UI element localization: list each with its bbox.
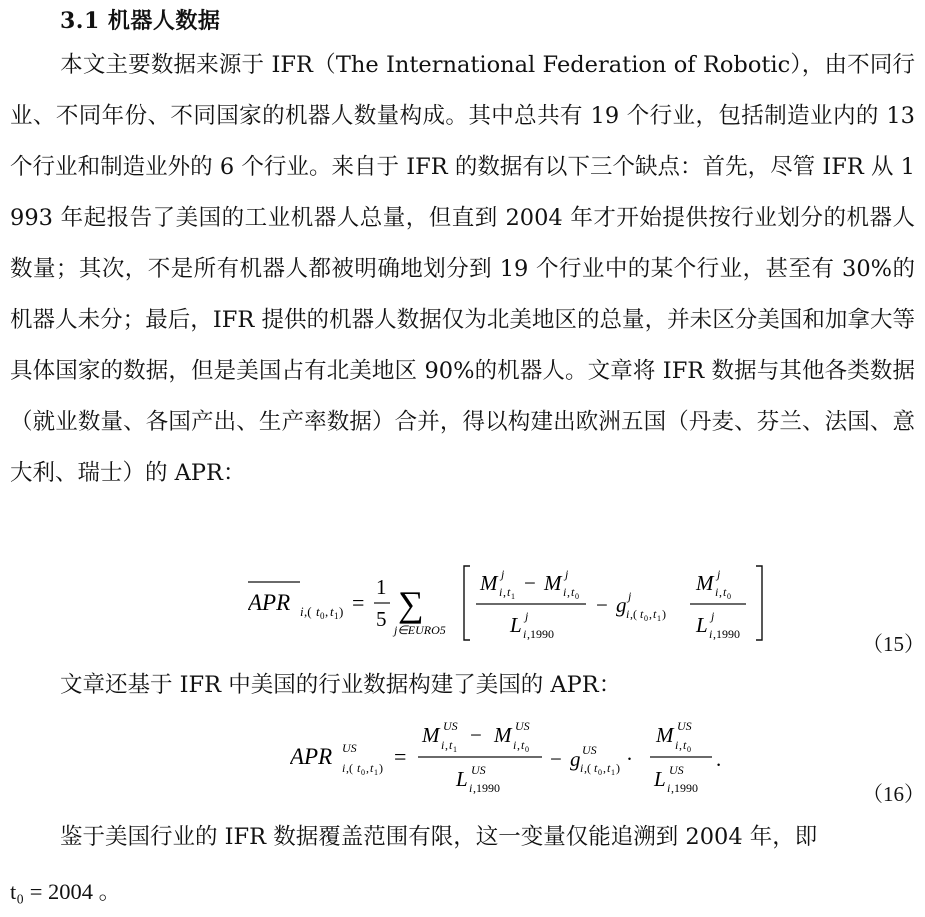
svg-text:j: j <box>565 567 569 581</box>
final-math-line: t₀ = 2004 。 <box>10 879 122 904</box>
svg-text:,1990: ,1990 <box>527 627 554 641</box>
svg-text:t: t <box>330 604 334 619</box>
svg-text:M: M <box>656 723 674 747</box>
svg-text:): ) <box>339 604 344 619</box>
svg-text:t: t <box>370 761 374 775</box>
svg-text:g: g <box>616 593 627 617</box>
svg-text:,: , <box>445 738 448 752</box>
svg-text:0: 0 <box>525 745 529 754</box>
equation-15-number: （15） <box>862 632 925 656</box>
svg-text:i: i <box>523 627 527 641</box>
svg-text:−: − <box>470 723 482 747</box>
svg-text:APR: APR <box>248 590 291 615</box>
svg-text:t: t <box>571 585 575 599</box>
svg-text:0: 0 <box>320 611 325 621</box>
svg-text:): ) <box>662 607 666 621</box>
svg-text:j: j <box>711 609 715 623</box>
svg-text:,: , <box>719 585 722 599</box>
svg-text:0: 0 <box>644 614 648 623</box>
svg-text:,(: ,( <box>584 761 591 775</box>
paragraph-coverage: 鉴于美国行业的 IFR 数据覆盖范围有限，这一变量仅能追溯到 2004 年，即 <box>60 824 818 850</box>
svg-text:=: = <box>352 590 365 615</box>
svg-text:1: 1 <box>374 768 378 777</box>
svg-text:i: i <box>300 604 304 619</box>
svg-text:i: i <box>499 585 503 599</box>
svg-text:,: , <box>679 738 682 752</box>
svg-text:,1990: ,1990 <box>473 781 500 795</box>
svg-text:−: − <box>596 593 608 617</box>
svg-text:1: 1 <box>334 611 339 621</box>
svg-text:L: L <box>510 613 522 637</box>
svg-text:∑: ∑ <box>398 584 424 624</box>
svg-text:L: L <box>456 767 468 791</box>
svg-text:1: 1 <box>611 768 615 777</box>
svg-text:US: US <box>582 743 597 757</box>
svg-text:,: , <box>517 738 520 752</box>
paragraph-us-apr: 文章还基于 IFR 中美国的行业数据构建了美国的 APR： <box>60 672 622 698</box>
svg-text:t: t <box>521 738 525 752</box>
svg-text:j: j <box>525 609 529 623</box>
svg-text:M: M <box>494 723 512 747</box>
svg-text:i: i <box>342 761 346 775</box>
svg-text:i: i <box>709 627 713 641</box>
svg-text:i: i <box>675 738 679 752</box>
svg-text:M: M <box>544 571 562 595</box>
svg-text:t: t <box>723 585 727 599</box>
svg-text:,(: ,( <box>346 761 353 775</box>
svg-text:,(: ,( <box>304 604 312 619</box>
equation-15-graphic <box>248 560 778 650</box>
svg-text:t: t <box>507 585 511 599</box>
svg-text:US: US <box>443 719 458 733</box>
svg-text:1: 1 <box>453 745 457 754</box>
svg-text:g: g <box>570 747 581 771</box>
svg-text:,: , <box>649 607 652 621</box>
svg-text:0: 0 <box>727 592 731 601</box>
svg-text:i: i <box>715 585 719 599</box>
svg-text:): ) <box>379 761 383 775</box>
svg-text:t: t <box>640 607 644 621</box>
svg-text:,: , <box>325 604 329 619</box>
svg-text:i: i <box>563 585 567 599</box>
svg-text:−: − <box>524 571 536 595</box>
svg-text:0: 0 <box>598 768 602 777</box>
svg-text:0: 0 <box>575 592 579 601</box>
svg-text:,: , <box>567 585 570 599</box>
svg-text:,1990: ,1990 <box>671 781 698 795</box>
svg-text:t: t <box>316 604 320 619</box>
svg-text:APR: APR <box>290 744 333 769</box>
svg-text:i: i <box>667 781 671 795</box>
svg-text:i: i <box>580 761 584 775</box>
svg-text:,1990: ,1990 <box>713 627 740 641</box>
svg-text:5: 5 <box>376 607 387 631</box>
equation-15 <box>248 560 778 650</box>
svg-text:i: i <box>441 738 445 752</box>
svg-text:0: 0 <box>687 745 691 754</box>
svg-text:t: t <box>653 607 657 621</box>
svg-text:M: M <box>480 571 498 595</box>
svg-text:j∈EURO5: j∈EURO5 <box>394 623 446 637</box>
svg-text:,: , <box>366 761 369 775</box>
svg-text:L: L <box>696 613 708 637</box>
svg-text:): ) <box>616 761 620 775</box>
equation-16-graphic <box>290 712 730 802</box>
svg-text:j: j <box>501 567 505 581</box>
svg-text:L: L <box>654 767 666 791</box>
svg-text:i: i <box>513 738 517 752</box>
svg-text:t: t <box>594 761 598 775</box>
paragraph-data-source <box>10 40 915 499</box>
svg-text:t: t <box>357 761 361 775</box>
svg-text:j: j <box>717 567 721 581</box>
section-heading: 3.1 机器人数据 <box>60 8 221 34</box>
svg-text:,(: ,( <box>630 607 637 621</box>
svg-text:t: t <box>449 738 453 752</box>
svg-text:−: − <box>550 747 562 771</box>
svg-text:j: j <box>628 589 632 603</box>
equation-16-number: （16） <box>862 782 925 806</box>
svg-text:US: US <box>471 763 486 777</box>
svg-text:t: t <box>683 738 687 752</box>
svg-text:1: 1 <box>376 575 387 599</box>
svg-text:US: US <box>677 719 692 733</box>
svg-text:,: , <box>503 585 506 599</box>
svg-text:0: 0 <box>361 768 365 777</box>
svg-text:M: M <box>696 571 714 595</box>
svg-text:M: M <box>422 723 440 747</box>
svg-text:US: US <box>515 719 530 733</box>
svg-text:,: , <box>603 761 606 775</box>
paragraph-data-source-text: 本文主要数据来源于 IFR（The International Federation of Robotic），由不同行业、不同年份、不同国家的机器人数量构成。其中总共有 19 个行业，包括制造业内的 13 个行业和制造业外的 6 个行业。来自于 IFR 的数据有以下三个缺点：首先，尽管 IFR 从 1993 年起报告了美国的工业机器人总量，但直到 2004 年才开始提供按行业划分的机器人数量；其次，不是所有机器人都被明确地划分到 19 个行业中的某个行业，甚至有 30%的机器人未分；最后，IFR 提供的机器人数据仅为北美地区的总量，并未区分美国和加拿大等具体国家的数据，但是美国占有北美地区 90%的机器人。文章将 IFR 数据与其他各类数据（就业数量、各国产出、生产率数据）合并，得以构建出欧洲五国（丹麦、芬兰、法国、意大利、瑞士）的 APR： <box>10 52 915 486</box>
svg-text:.: . <box>716 747 722 771</box>
svg-text:t: t <box>607 761 611 775</box>
svg-text:US: US <box>342 741 357 755</box>
svg-text:US: US <box>669 763 684 777</box>
svg-text:i: i <box>626 607 630 621</box>
svg-text:i: i <box>469 781 473 795</box>
svg-text:1: 1 <box>511 592 515 601</box>
equation-16 <box>290 712 730 802</box>
svg-text:=: = <box>394 744 407 769</box>
svg-text:1: 1 <box>657 614 661 623</box>
svg-text:·: · <box>626 747 633 771</box>
